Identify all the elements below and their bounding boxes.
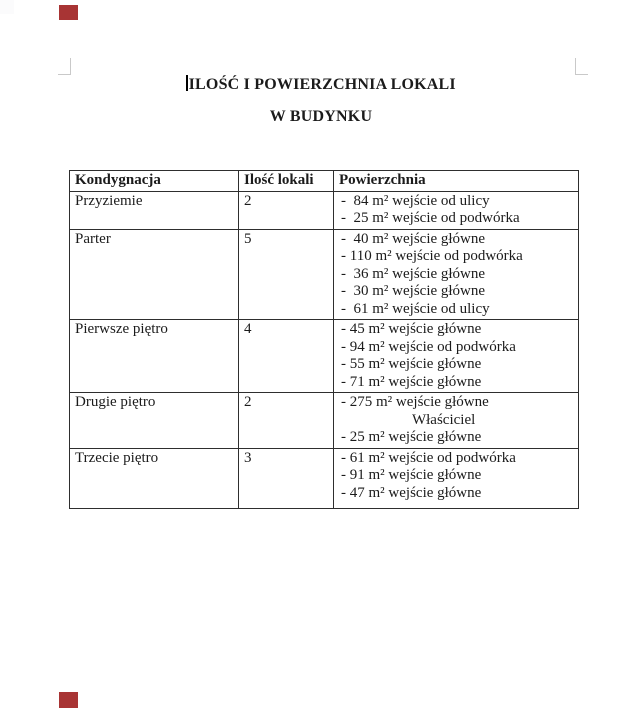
count-cell[interactable]: 2 bbox=[239, 393, 334, 449]
col-header-ilosc-lokali: Ilość lokali bbox=[239, 171, 334, 192]
areas-cell[interactable] bbox=[334, 191, 579, 229]
count-cell[interactable]: 5 bbox=[239, 229, 334, 320]
area-line: - 61 m² wejście od ulicy bbox=[341, 300, 490, 317]
area-line: - 94 m² wejście od podwórka bbox=[341, 338, 516, 355]
area-line: - 47 m² wejście główne bbox=[341, 484, 482, 501]
floor-cell[interactable]: Pierwsze piętro bbox=[70, 320, 239, 393]
table-row bbox=[70, 393, 579, 449]
area-line: Właściciel bbox=[341, 411, 476, 428]
document-subtitle[interactable] bbox=[0, 107, 642, 126]
title-text: ILOŚĆ I POWIERZCHNIA LOKALI bbox=[188, 76, 456, 93]
margin-mark-top-left-icon bbox=[58, 58, 71, 75]
margin-mark-top-right-icon bbox=[575, 58, 588, 75]
table-row bbox=[70, 229, 579, 320]
area-line: - 61 m² wejście od podwórka bbox=[341, 449, 516, 466]
floor-cell[interactable]: Drugie piętro bbox=[70, 393, 239, 449]
col-header-powierzchnia: Powierzchnia bbox=[334, 171, 579, 192]
area-line: - 36 m² wejście główne bbox=[341, 265, 486, 282]
area-line: - 71 m² wejście główne bbox=[341, 373, 482, 390]
area-line: - 25 m² wejście od podwórka bbox=[341, 210, 520, 226]
table-header-row bbox=[70, 171, 579, 192]
areas-cell[interactable] bbox=[334, 448, 579, 508]
document-title[interactable] bbox=[0, 75, 642, 94]
title-block bbox=[0, 75, 642, 126]
red-marker-bottom bbox=[59, 692, 78, 708]
area-line: - 91 m² wejście główne bbox=[341, 467, 482, 483]
area-line: - 40 m² wejście główne bbox=[341, 230, 486, 247]
areas-cell[interactable] bbox=[334, 393, 579, 449]
count-cell[interactable]: 4 bbox=[239, 320, 334, 393]
table-row bbox=[70, 320, 579, 393]
area-line: - 30 m² wejście główne bbox=[341, 283, 486, 299]
area-line: - 275 m² wejście główne bbox=[341, 394, 489, 410]
areas-cell[interactable] bbox=[334, 229, 579, 320]
area-line: - 45 m² wejście główne bbox=[341, 321, 482, 337]
red-marker-top bbox=[59, 5, 78, 20]
col-header-kondygnacja: Kondygnacja bbox=[70, 171, 239, 192]
subtitle-text: W BUDYNKU bbox=[269, 108, 373, 125]
count-cell[interactable]: 3 bbox=[239, 448, 334, 508]
floor-cell[interactable]: Parter bbox=[70, 229, 239, 320]
table-body bbox=[70, 191, 579, 508]
area-line: - 55 m² wejście główne bbox=[341, 356, 482, 372]
table-row bbox=[70, 448, 579, 508]
area-line: - 84 m² wejście od ulicy bbox=[341, 192, 490, 209]
table-row bbox=[70, 191, 579, 229]
floor-cell[interactable]: Trzecie piętro bbox=[70, 448, 239, 508]
area-line: - 25 m² wejście główne bbox=[341, 429, 482, 445]
premises-table[interactable] bbox=[69, 170, 579, 509]
area-line: - 110 m² wejście od podwórka bbox=[341, 248, 523, 264]
areas-cell[interactable] bbox=[334, 320, 579, 393]
text-cursor-caret bbox=[186, 75, 188, 91]
floor-cell[interactable]: Przyziemie bbox=[70, 191, 239, 229]
corner-artifact bbox=[0, 0, 14, 14]
count-cell[interactable]: 2 bbox=[239, 191, 334, 229]
